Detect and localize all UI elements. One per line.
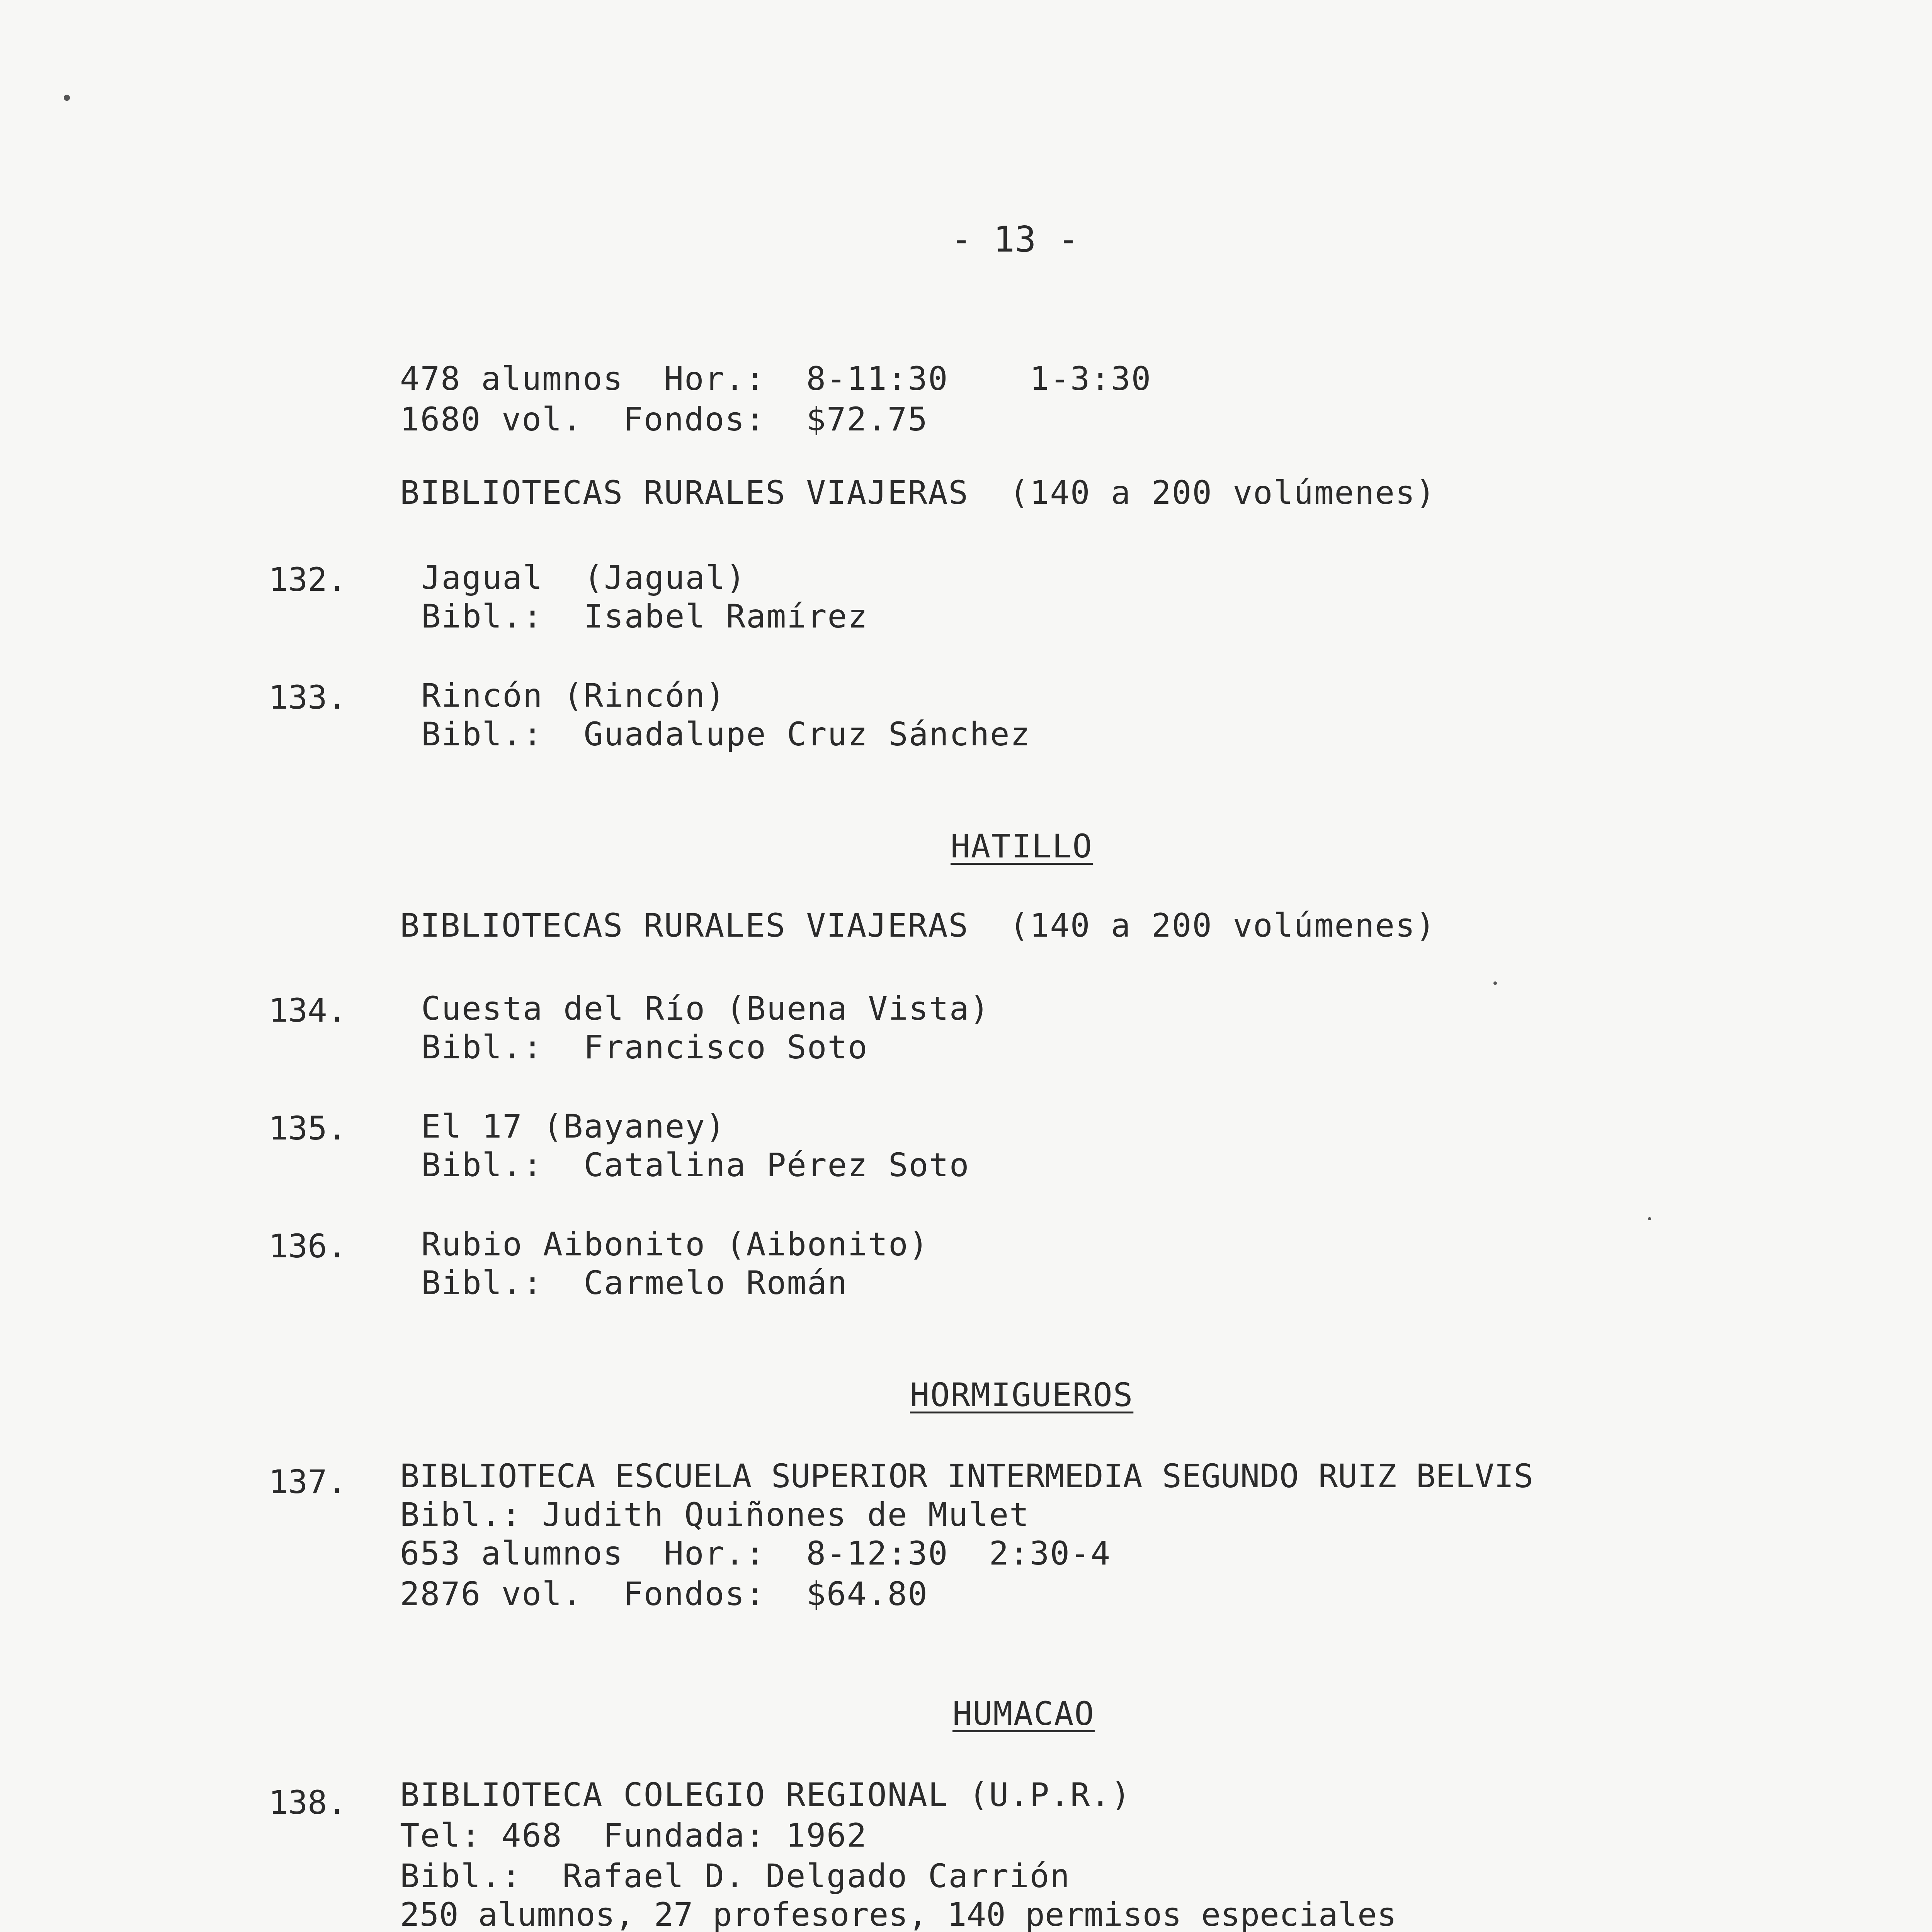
entry-line: Tel: 468 Fundada: 1962 <box>400 1816 867 1854</box>
scan-speck <box>1493 981 1497 985</box>
entry-line: El 17 (Bayaney) <box>421 1107 726 1145</box>
entry-line: Bibl.: Guadalupe Cruz Sánchez <box>421 715 1031 753</box>
subheading: BIBLIOTECAS RURALES VIAJERAS (140 a 200 volúmenes) <box>400 906 1436 944</box>
entry-line: BIBLIOTECA ESCUELA SUPERIOR INTERMEDIA SEGUNDO RUIZ BELVIS <box>400 1457 1534 1495</box>
section-heading: HATILLO <box>951 827 1093 865</box>
section-heading: HORMIGUEROS <box>910 1376 1134 1414</box>
entry-number: 135. <box>269 1109 347 1147</box>
entry-number: 136. <box>269 1227 347 1265</box>
entry-line: Bibl.: Carmelo Román <box>421 1264 848 1302</box>
scan-speck <box>1648 1217 1651 1220</box>
section-heading: HUMACAO <box>952 1695 1095 1733</box>
entry-line: 653 alumnos Hor.: 8-12:30 2:30-4 <box>400 1534 1111 1572</box>
entry-line: Cuesta del Río (Buena Vista) <box>421 990 990 1027</box>
entry-line: 250 alumnos, 27 profesores, 140 permisos especiales <box>400 1896 1397 1932</box>
entry-line: Bibl.: Catalina Pérez Soto <box>421 1146 970 1184</box>
subheading: BIBLIOTECAS RURALES VIAJERAS (140 a 200 volúmenes) <box>400 474 1436 512</box>
entry-line: Bibl.: Isabel Ramírez <box>421 597 868 635</box>
entry-line: Bibl.: Judith Quiñones de Mulet <box>400 1496 1030 1534</box>
entry-line: Bibl.: Francisco Soto <box>421 1028 868 1066</box>
entry-number: 138. <box>269 1784 347 1821</box>
entry-number: 132. <box>269 561 347 599</box>
entry-number: 133. <box>269 679 347 716</box>
entry-line: 1680 vol. Fondos: $72.75 <box>400 400 928 438</box>
entry-line: Rubio Aibonito (Aibonito) <box>421 1225 929 1263</box>
entry-line: BIBLIOTECA COLEGIO REGIONAL (U.P.R.) <box>400 1776 1131 1814</box>
entry-line: Bibl.: Rafael D. Delgado Carrión <box>400 1857 1070 1895</box>
scan-speck <box>64 95 70 101</box>
entry-number: 134. <box>269 992 347 1029</box>
entry-line: 478 alumnos Hor.: 8-11:30 1-3:30 <box>400 360 1152 398</box>
entry-number: 137. <box>269 1463 347 1501</box>
page-number: - 13 - <box>951 219 1079 260</box>
entry-line: Jagual (Jagual) <box>421 559 747 597</box>
entry-line: 2876 vol. Fondos: $64.80 <box>400 1575 928 1613</box>
entry-line: Rincón (Rincón) <box>421 677 726 714</box>
